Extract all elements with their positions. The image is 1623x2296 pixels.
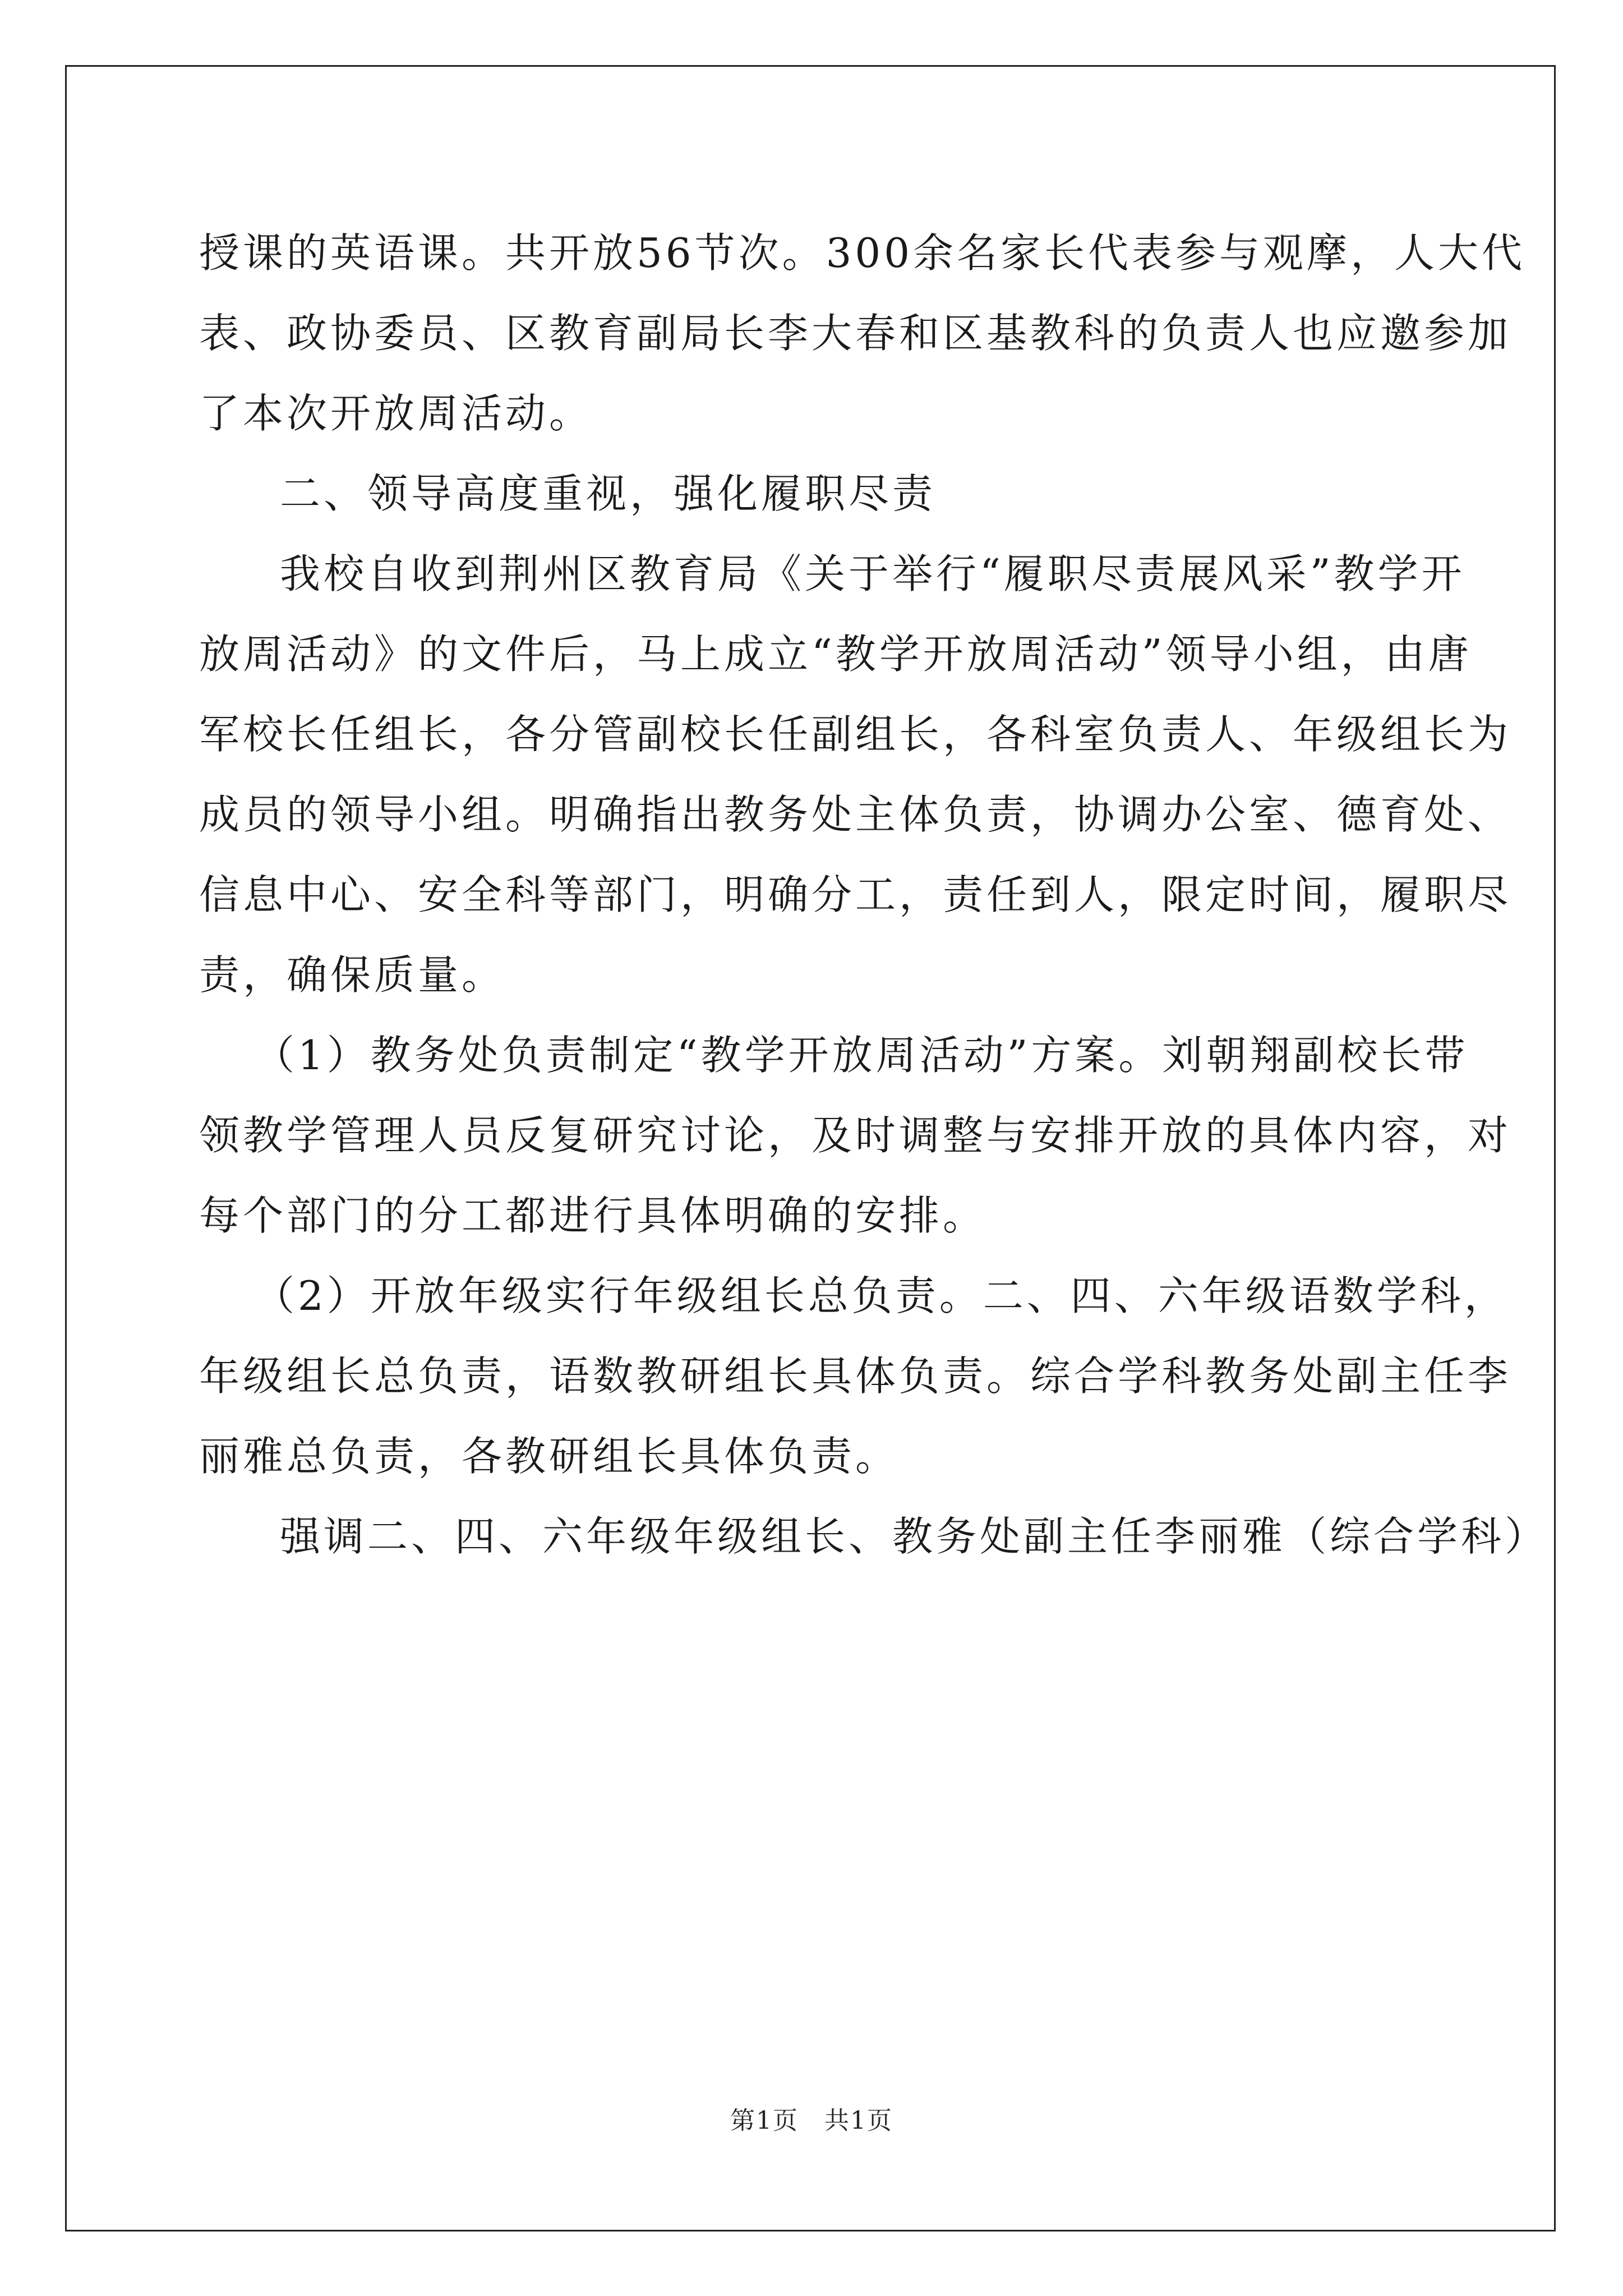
text-line: 领教学管理人员反复研究讨论，及时调整与安排开放的具体内容，对 [199,1112,1512,1159]
text-line: 强调二、四、六年级年级组长、教务处副主任李丽雅（综合学科） [280,1513,1549,1560]
section-heading: 二、领导高度重视，强化履职尽责 [280,470,937,517]
page-number-footer: 第1页 共1页 [730,2106,893,2135]
text-line: 责，确保质量。 [199,951,506,999]
text-line: 了本次开放周活动。 [199,390,593,437]
text-line: 放周活动》的文件后，马上成立“教学开放周活动”领导小组，由唐 [199,631,1472,678]
text-line: 每个部门的分工都进行具体明确的安排。 [199,1192,987,1239]
text-line: 授课的英语课。共开放56节次。300余名家长代表参与观摩，人大代 [199,229,1526,277]
text-line: 信息中心、安全科等部门，明确分工，责任到人，限定时间，履职尽 [199,871,1512,918]
text-line: 表、政协委员、区教育副局长李大春和区基教科的负责人也应邀参加 [199,310,1512,357]
text-line: 我校自收到荆州区教育局《关于举行“履职尽责展风采”教学开 [280,550,1465,597]
text-line: （2）开放年级实行年级组长总负责。二、四、六年级语数学科， [254,1272,1508,1319]
text-line: 军校长任组长，各分管副校长任副组长，各科室负责人、年级组长为 [199,711,1512,758]
text-line: 成员的领导小组。明确指出教务处主体负责，协调办公室、德育处、 [199,791,1512,838]
text-line: 年级组长总负责，语数教研组长具体负责。综合学科教务处副主任李 [199,1352,1512,1400]
text-line: 丽雅总负责，各教研组长具体负责。 [199,1433,900,1480]
document-body [199,213,1549,1577]
text-line: （1）教务处负责制定“教学开放周活动”方案。刘朝翔副校长带 [254,1032,1469,1079]
